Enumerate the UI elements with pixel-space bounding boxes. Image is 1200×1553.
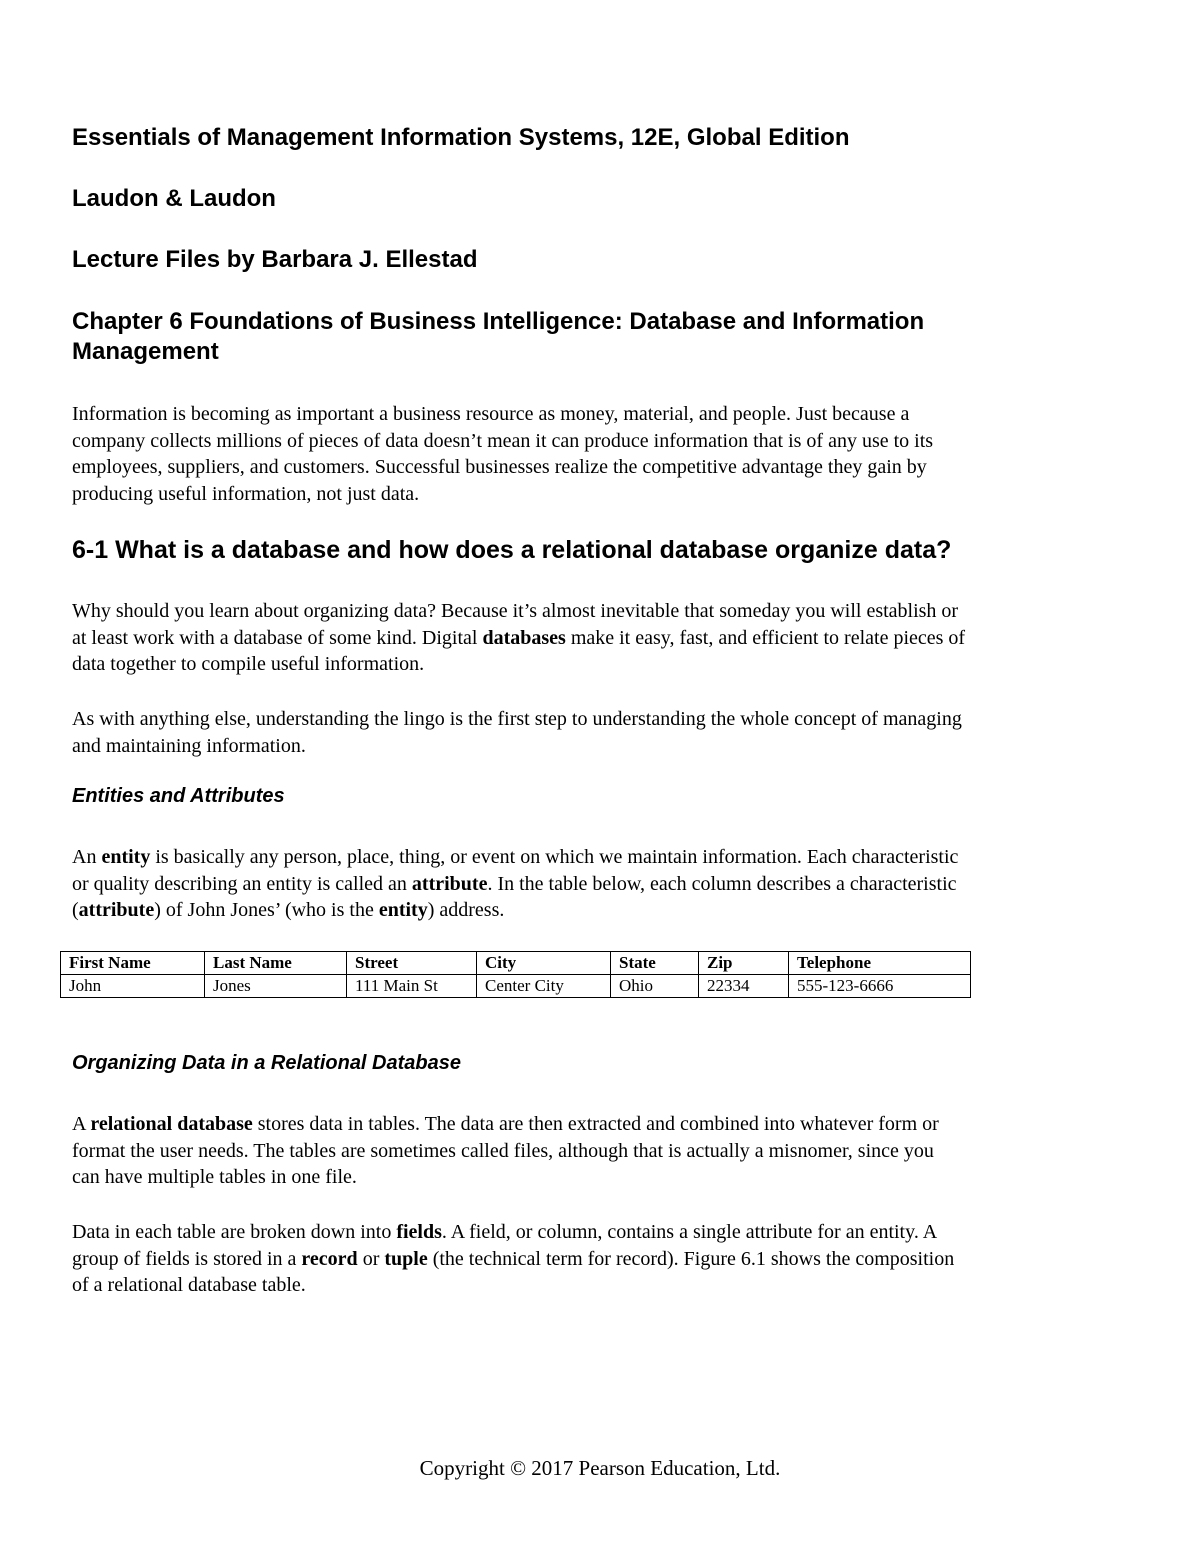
section-6-1-paragraph-1: Why should you learn about organizing data? Because it’s almost inevitable that someday you will establish or at least work with a database of some kind. Digital databases make it easy, fast, and efficient to relate pieces of data together to compile useful information. xyxy=(72,600,966,675)
table-cell: 555-123-6666 xyxy=(789,975,971,998)
term-databases: databases xyxy=(482,626,566,649)
organizing-paragraph-2: Data in each table are broken down into fields. A field, or column, contains a single attribute for an entity. A group of fields is stored in a record or tuple (the technical term for record). Figure 6.1 shows the composition of a relational database table. xyxy=(72,1221,955,1296)
table-cell: 22334 xyxy=(699,975,789,998)
term-fields: fields xyxy=(396,1221,442,1243)
term-relational-database: relational database xyxy=(90,1113,253,1135)
table-cell: Jones xyxy=(205,975,347,998)
table-row xyxy=(61,975,971,998)
chapter-title xyxy=(72,307,924,367)
section-6-1-heading: 6-1 What is a database and how does a relational database organize data? xyxy=(72,536,952,564)
lecture-author: Lecture Files by Barbara J. Ellestad xyxy=(72,246,478,273)
term-record: record xyxy=(301,1247,358,1270)
table-header-cell: Last Name xyxy=(205,952,347,975)
book-title: Essentials of Management Information Systems, 12E, Global Edition xyxy=(72,124,850,151)
table-header-cell: State xyxy=(611,952,699,975)
chapter-title-line2: Management xyxy=(72,338,219,365)
organizing-paragraph-1: A relational database stores data in tables. The data are then extracted and combined into whatever form or format the user needs. The tables are sometimes called files, although that is actually a misnomer, since you can have multiple tables in one file. xyxy=(72,1113,939,1188)
intro-line: producing useful information, not just data. xyxy=(72,482,420,505)
table-header-row xyxy=(61,952,971,975)
term-attribute: attribute xyxy=(411,872,488,895)
intro-line: Information is becoming as important a business resource as money, material, and people. Just because a xyxy=(72,403,910,425)
chapter-title-line1: Chapter 6 Foundations of Business Intelligence: Database and Information xyxy=(72,308,925,335)
address-table xyxy=(60,951,971,998)
intro-line: company collects millions of pieces of data doesn’t mean it can produce information that is of any use to its xyxy=(72,429,934,452)
table-header-cell: Street xyxy=(347,952,477,975)
term-entity: entity xyxy=(101,846,151,868)
copyright-footer: Copyright © 2017 Pearson Education, Ltd. xyxy=(419,1456,781,1480)
term-tuple: tuple xyxy=(384,1247,428,1270)
table-header-cell: Telephone xyxy=(789,952,971,975)
entities-paragraph: An entity is basically any person, place, thing, or event on which we maintain information. Each characteristic or quality describing an entity is called an attribute. In the table below, each column describes a characteristic (attribute) of John Jones’ (who is the entity) address. xyxy=(72,846,959,921)
table-header-cell: First Name xyxy=(61,952,205,975)
entities-heading: Entities and Attributes xyxy=(72,785,285,807)
table-cell: 111 Main St xyxy=(347,975,477,998)
table-header-cell: Zip xyxy=(699,952,789,975)
table-cell: Ohio xyxy=(611,975,699,998)
intro-paragraph xyxy=(72,401,1132,507)
organizing-heading: Organizing Data in a Relational Database xyxy=(72,1052,461,1074)
table-header-cell: City xyxy=(477,952,611,975)
table-cell: John xyxy=(61,975,205,998)
intro-line: employees, suppliers, and customers. Successful businesses realize the competitive advantage they gain by xyxy=(72,456,927,478)
authors: Laudon & Laudon xyxy=(72,185,276,212)
section-6-1-paragraph-2: As with anything else, understanding the lingo is the first step to understanding the whole concept of managing and maintaining information. xyxy=(72,708,962,757)
table-cell: Center City xyxy=(477,975,611,998)
